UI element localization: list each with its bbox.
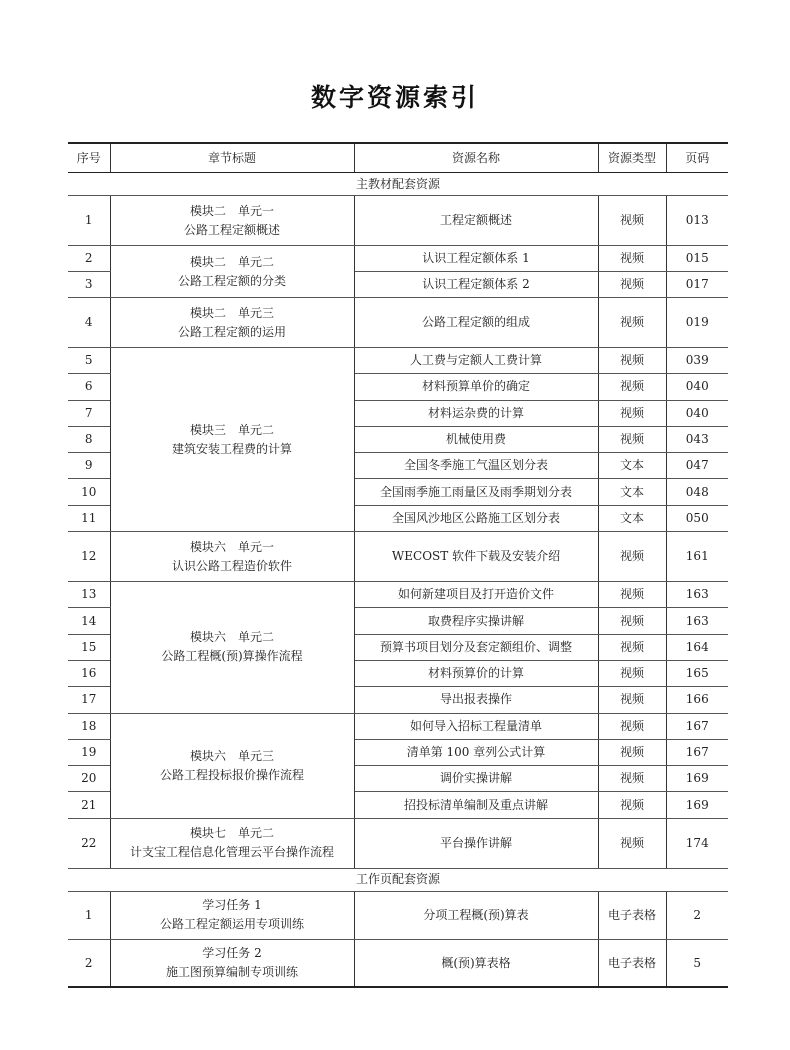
- cell-resource-name: 材料预算价的计算: [354, 660, 598, 686]
- cell-resource-name: 招投标清单编制及重点讲解: [354, 792, 598, 818]
- cell-resource-name: 认识工程定额体系 1: [354, 246, 598, 272]
- table-row: [68, 582, 728, 608]
- cell-resource-type: 文本: [598, 505, 666, 531]
- cell-page: 2: [666, 891, 728, 939]
- cell-no: 22: [68, 818, 110, 868]
- cell-resource-type: 视频: [598, 348, 666, 374]
- cell-chapter: [110, 582, 354, 713]
- cell-no: 1: [68, 196, 110, 246]
- cell-resource-name: 调价实操讲解: [354, 766, 598, 792]
- cell-resource-type: 视频: [598, 634, 666, 660]
- cell-chapter: [110, 348, 354, 532]
- cell-no: 18: [68, 713, 110, 739]
- cell-no: 3: [68, 272, 110, 298]
- cell-resource-type: 视频: [598, 272, 666, 298]
- cell-page: 039: [666, 348, 728, 374]
- cell-resource-name: 概(预)算表格: [354, 939, 598, 987]
- cell-resource-type: 文本: [598, 453, 666, 479]
- cell-page: 164: [666, 634, 728, 660]
- cell-no: 13: [68, 582, 110, 608]
- cell-resource-name: 全国风沙地区公路施工区划分表: [354, 505, 598, 531]
- header-resource-name: 资源名称: [354, 143, 598, 173]
- cell-resource-name: 分项工程概(预)算表: [354, 891, 598, 939]
- cell-no: 7: [68, 400, 110, 426]
- cell-resource-type: 视频: [598, 400, 666, 426]
- section-title: 工作页配套资源: [68, 868, 728, 891]
- table-row: [68, 348, 728, 374]
- cell-no: 11: [68, 505, 110, 531]
- cell-resource-name: 如何新建项目及打开造价文件: [354, 582, 598, 608]
- cell-resource-name: 全国冬季施工气温区划分表: [354, 453, 598, 479]
- cell-resource-name: 机械使用费: [354, 426, 598, 452]
- cell-resource-name: 公路工程定额的组成: [354, 298, 598, 348]
- chapter-line: 模块六 单元二: [189, 630, 274, 645]
- cell-resource-type: 视频: [598, 792, 666, 818]
- table-body: [68, 173, 728, 988]
- header-resource-type: 资源类型: [598, 143, 666, 173]
- chapter-line: 模块七 单元二: [189, 826, 274, 841]
- cell-page: 163: [666, 608, 728, 634]
- table-row: [68, 818, 728, 868]
- cell-page: 165: [666, 660, 728, 686]
- chapter-line: 认识公路工程造价软件: [171, 558, 292, 573]
- table-row: [68, 298, 728, 348]
- chapter-line: 模块六 单元三: [189, 748, 274, 763]
- chapter-line: 建筑安装工程费的计算: [171, 441, 292, 456]
- cell-page: 040: [666, 374, 728, 400]
- cell-no: 15: [68, 634, 110, 660]
- cell-page: 015: [666, 246, 728, 272]
- table-row: [68, 891, 728, 939]
- cell-chapter: [110, 532, 354, 582]
- cell-resource-type: 视频: [598, 818, 666, 868]
- cell-no: 2: [68, 939, 110, 987]
- cell-resource-type: 文本: [598, 479, 666, 505]
- cell-resource-type: 视频: [598, 713, 666, 739]
- cell-chapter: [110, 713, 354, 818]
- table-row: [68, 532, 728, 582]
- chapter-line: 模块三 单元二: [189, 422, 274, 437]
- section-row: [68, 173, 728, 196]
- cell-resource-type: 电子表格: [598, 891, 666, 939]
- cell-no: 20: [68, 766, 110, 792]
- cell-page: 169: [666, 792, 728, 818]
- cell-resource-name: 导出报表操作: [354, 687, 598, 713]
- table-row: [68, 246, 728, 272]
- cell-resource-type: 视频: [598, 196, 666, 246]
- cell-no: 16: [68, 660, 110, 686]
- chapter-line: 学习任务 1: [202, 898, 262, 913]
- cell-chapter: [110, 246, 354, 298]
- chapter-line: 模块二 单元二: [189, 254, 274, 269]
- cell-no: 10: [68, 479, 110, 505]
- cell-page: 019: [666, 298, 728, 348]
- chapter-line: 计支宝工程信息化管理云平台操作流程: [129, 845, 334, 860]
- chapter-line: 公路工程定额的分类: [177, 273, 286, 288]
- cell-page: 167: [666, 739, 728, 765]
- cell-chapter: [110, 818, 354, 868]
- chapter-line: 模块二 单元三: [189, 305, 274, 320]
- chapter-line: 公路工程投标报价操作流程: [159, 767, 304, 782]
- page-title: 数字资源索引: [310, 83, 479, 112]
- header-chapter: 章节标题: [110, 143, 354, 173]
- cell-resource-name: 预算书项目划分及套定额组价、调整: [354, 634, 598, 660]
- cell-no: 17: [68, 687, 110, 713]
- chapter-line: 公路工程定额运用专项训练: [159, 917, 304, 932]
- cell-page: 161: [666, 532, 728, 582]
- cell-page: 043: [666, 426, 728, 452]
- cell-chapter: [110, 298, 354, 348]
- cell-resource-name: 工程定额概述: [354, 196, 598, 246]
- cell-chapter: [110, 939, 354, 987]
- cell-page: 169: [666, 766, 728, 792]
- cell-resource-name: 全国雨季施工雨量区及雨季期划分表: [354, 479, 598, 505]
- cell-resource-type: 视频: [598, 687, 666, 713]
- resource-index-table: [68, 142, 728, 988]
- cell-resource-type: 视频: [598, 608, 666, 634]
- header-no: 序号: [68, 143, 110, 173]
- cell-page: 5: [666, 939, 728, 987]
- table-row: [68, 713, 728, 739]
- cell-resource-name: WECOST 软件下载及安装介绍: [354, 532, 598, 582]
- cell-resource-name: 如何导入招标工程量清单: [354, 713, 598, 739]
- table-row: [68, 196, 728, 246]
- cell-page: 013: [666, 196, 728, 246]
- cell-page: 166: [666, 687, 728, 713]
- cell-page: 040: [666, 400, 728, 426]
- cell-no: 4: [68, 298, 110, 348]
- cell-no: 14: [68, 608, 110, 634]
- section-row: [68, 868, 728, 891]
- cell-resource-type: 视频: [598, 582, 666, 608]
- cell-resource-name: 材料运杂费的计算: [354, 400, 598, 426]
- cell-page: 048: [666, 479, 728, 505]
- cell-resource-type: 视频: [598, 739, 666, 765]
- cell-resource-name: 材料预算单价的确定: [354, 374, 598, 400]
- cell-resource-name: 认识工程定额体系 2: [354, 272, 598, 298]
- cell-page: 047: [666, 453, 728, 479]
- cell-no: 5: [68, 348, 110, 374]
- chapter-line: 公路工程定额的运用: [177, 324, 286, 339]
- cell-resource-name: 人工费与定额人工费计算: [354, 348, 598, 374]
- cell-page: 174: [666, 818, 728, 868]
- chapter-line: 施工图预算编制专项训练: [165, 965, 298, 979]
- cell-resource-name: 取费程序实操讲解: [354, 608, 598, 634]
- cell-chapter: [110, 891, 354, 939]
- cell-resource-type: 视频: [598, 374, 666, 400]
- cell-resource-type: 视频: [598, 660, 666, 686]
- cell-no: 12: [68, 532, 110, 582]
- cell-page: 050: [666, 505, 728, 531]
- chapter-line: 学习任务 2: [202, 946, 262, 960]
- cell-chapter: [110, 196, 354, 246]
- cell-no: 8: [68, 426, 110, 452]
- cell-resource-type: 视频: [598, 426, 666, 452]
- cell-no: 9: [68, 453, 110, 479]
- section-title: 主教材配套资源: [68, 173, 728, 196]
- chapter-line: 公路工程定额概述: [183, 222, 280, 237]
- chapter-line: 模块六 单元一: [189, 539, 274, 554]
- cell-page: 167: [666, 713, 728, 739]
- cell-resource-name: 清单第 100 章列公式计算: [354, 739, 598, 765]
- cell-resource-name: 平台操作讲解: [354, 818, 598, 868]
- cell-page: 017: [666, 272, 728, 298]
- chapter-line: 公路工程概(预)算操作流程: [161, 649, 303, 664]
- cell-resource-type: 视频: [598, 766, 666, 792]
- cell-page: 163: [666, 582, 728, 608]
- cell-no: 21: [68, 792, 110, 818]
- cell-resource-type: 电子表格: [598, 939, 666, 987]
- cell-no: 2: [68, 246, 110, 272]
- cell-resource-type: 视频: [598, 246, 666, 272]
- cell-resource-type: 视频: [598, 298, 666, 348]
- chapter-line: 模块二 单元一: [189, 203, 274, 218]
- table-header-row: [68, 143, 728, 173]
- cell-resource-type: 视频: [598, 532, 666, 582]
- header-page: 页码: [666, 143, 728, 173]
- cell-no: 1: [68, 891, 110, 939]
- cell-no: 6: [68, 374, 110, 400]
- table-row: [68, 939, 728, 987]
- cell-no: 19: [68, 739, 110, 765]
